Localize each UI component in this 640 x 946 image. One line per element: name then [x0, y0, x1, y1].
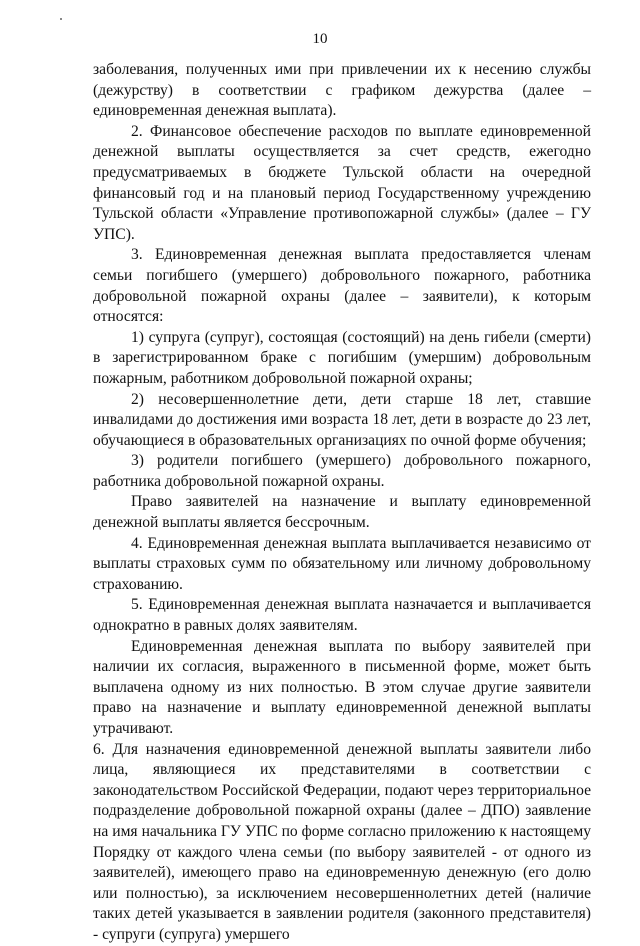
paragraph: заболевания, полученных ими при привлечении их к несению службы (дежурству) в соответствии с графиком дежурства (далее – единовременная денежная выплата).	[93, 61, 591, 120]
page-number: 10	[312, 31, 328, 47]
paragraph: 3) родители погибшего (умершего) добровольного пожарного, работника добровольной пожарной охраны.	[93, 452, 591, 490]
paragraph: 1) супруга (супруг), состоящая (состоящий) на день гибели (смерти) в зарегистрированном браке с погибшим (умершим) добровольным пожарным, работником добровольной пожарной охраны;	[93, 328, 591, 387]
paragraph: 3. Единовременная денежная выплата предоставляется членам семьи погибшего (умершего) добровольного пожарного, работника добровольной пожарной охраны (далее – заявители), к которым относятся:	[93, 246, 591, 326]
paragraph: 6. Для назначения единовременной денежной выплаты заявители либо лица, являющиеся их представителями в соответствии с законодательством Российской Федерации, подают через территориальное подразделение добровольной пожарной охраны (далее – ДПО) заявление на имя начальника ГУ УПС по форме согласно приложению к настоящему Порядку от каждого члена семьи (по выбору заявителей - от одного из заявителей), имеющего право на единовременную денежную (его долю или полностью), за исключением несовершеннолетних детей (наличие таких детей указывается в заявлении родителя (законного представителя) - супруги (супруга) умершего	[93, 740, 591, 943]
paragraph: 4. Единовременная денежная выплата выплачивается независимо от выплаты страховых сумм по обязательному или личному добровольному страхованию.	[93, 534, 591, 593]
paragraph: Право заявителей на назначение и выплату единовременной денежной выплаты является бессрочным.	[93, 493, 591, 532]
paragraph: 5. Единовременная денежная выплата назначается и выплачивается однократно в равных долях заявителям.	[93, 596, 591, 635]
paragraph: 2. Финансовое обеспечение расходов по выплате единовременной денежной выплаты осуществляется за счет средств, ежегодно предусматриваемых в бюджете Тульской области на очередной финансовый год и на плановый период Государственному учреждению Тульской области «Управление противопожарной службы» (далее – ГУ УПС).	[93, 122, 591, 243]
scan-speck	[60, 18, 62, 20]
body-text	[93, 60, 591, 946]
paragraph: 2) несовершеннолетние дети, дети старше 18 лет, ставшие инвалидами до достижения ими возраста 18 лет, дети в возрасте до 23 лет, обучающиеся в образовательных организациях по очной форме обучения;	[93, 390, 591, 449]
paragraph: Единовременная денежная выплата по выбору заявителей при наличии их согласия, выраженного в письменной форме, может быть выплачена одному из них полностью. В этом случае другие заявители право на назначение и выплату единовременной денежной выплаты утрачивают.	[93, 637, 591, 737]
